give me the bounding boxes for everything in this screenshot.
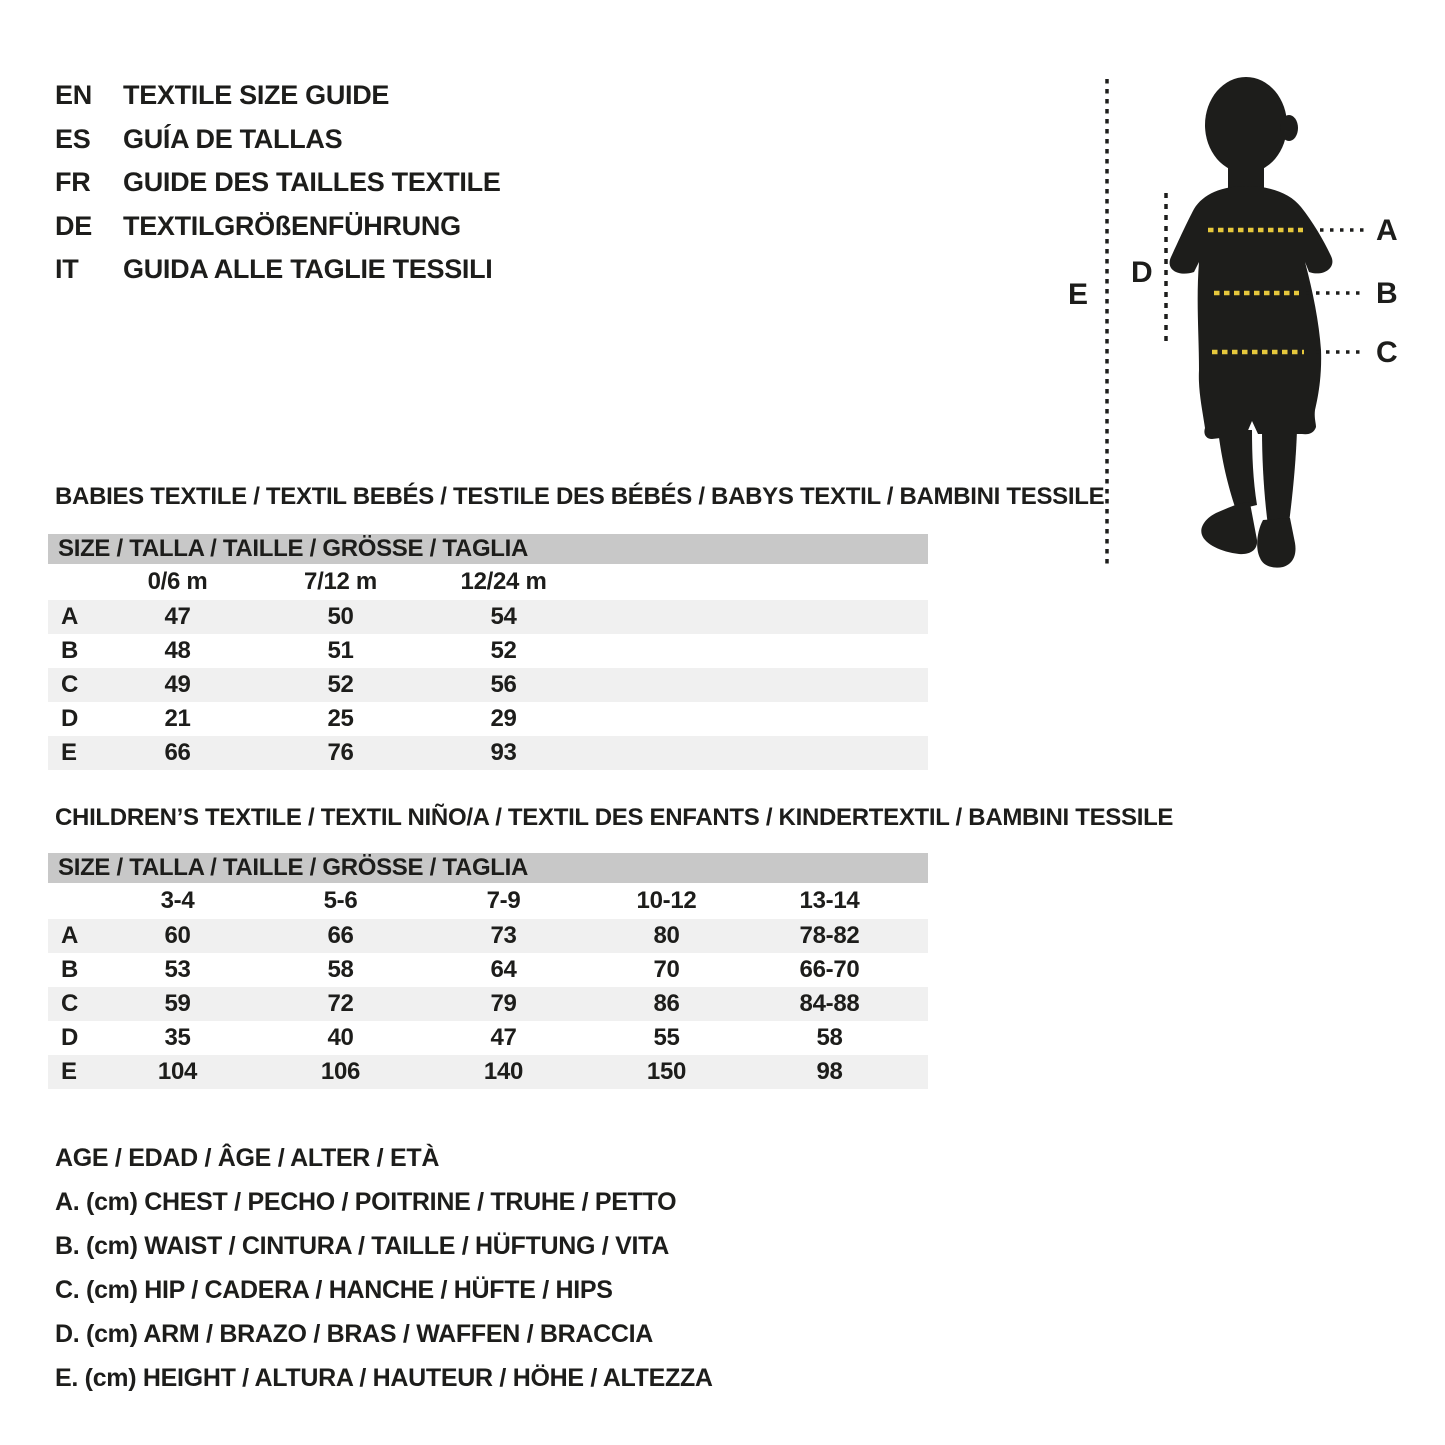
legend-line-age: AGE / EDAD / ÂGE / ALTER / ETÀ xyxy=(55,1143,440,1172)
cell: 48 xyxy=(164,637,191,664)
ear-shape xyxy=(1280,115,1298,141)
language-row-de xyxy=(55,205,501,249)
label-height-e: E xyxy=(1068,278,1088,311)
cell: 59 xyxy=(164,990,191,1017)
column-header: 5-6 xyxy=(323,887,358,914)
cell: 49 xyxy=(164,671,191,698)
cell: 60 xyxy=(164,922,191,949)
cell: 66 xyxy=(164,739,191,766)
cell: 53 xyxy=(164,956,191,983)
cell: 93 xyxy=(490,739,517,766)
cell: 106 xyxy=(320,1058,361,1085)
language-code: EN xyxy=(55,80,92,111)
cell: 52 xyxy=(327,671,354,698)
language-row-en xyxy=(55,74,501,118)
table-row xyxy=(48,1055,928,1089)
cell: 56 xyxy=(490,671,517,698)
babies-size-header-bar: SIZE / TALLA / TAILLE / GRÖSSE / TAGLIA xyxy=(48,534,928,564)
cell: 54 xyxy=(490,603,517,630)
table-row xyxy=(48,1021,928,1055)
cell: 47 xyxy=(164,603,191,630)
cell: 40 xyxy=(327,1024,354,1051)
table-row xyxy=(48,668,928,702)
row-label: A xyxy=(61,603,79,630)
label-hip-c: C xyxy=(1376,336,1398,369)
row-label: B xyxy=(61,637,79,664)
left-shoe-shape xyxy=(1201,503,1257,554)
language-code: IT xyxy=(55,254,79,285)
column-header: 13-14 xyxy=(799,887,860,914)
cell: 66 xyxy=(327,922,354,949)
language-code: ES xyxy=(55,123,91,154)
row-label: E xyxy=(61,1058,77,1085)
row-label: E xyxy=(61,739,77,766)
legend-line-hip: C. (cm) HIP / CADERA / HANCHE / HÜFTE / HIPS xyxy=(55,1275,613,1304)
column-header: 0/6 m xyxy=(147,568,208,595)
column-header: 12/24 m xyxy=(460,568,547,595)
cell: 58 xyxy=(816,1024,843,1051)
cell: 58 xyxy=(327,956,354,983)
label-chest-a: A xyxy=(1376,214,1398,247)
cell: 86 xyxy=(653,990,680,1017)
row-label: C xyxy=(61,990,79,1017)
left-leg-shape xyxy=(1218,430,1257,510)
page-title-es: GUÍA DE TALLAS xyxy=(123,123,343,154)
label-arm-d: D xyxy=(1131,256,1153,289)
table-row xyxy=(48,987,928,1021)
cell: 66-70 xyxy=(799,956,860,983)
language-title-block xyxy=(55,74,501,292)
cell: 78-82 xyxy=(799,922,860,949)
language-row-es xyxy=(55,118,501,162)
cell: 35 xyxy=(164,1024,191,1051)
language-code: DE xyxy=(55,210,92,241)
cell: 84-88 xyxy=(799,990,860,1017)
children-size-table xyxy=(48,853,928,1089)
cell: 50 xyxy=(327,603,354,630)
cell: 51 xyxy=(327,637,354,664)
legend-line-height: E. (cm) HEIGHT / ALTURA / HAUTEUR / HÖHE / ALTEZZA xyxy=(55,1363,713,1392)
language-row-it xyxy=(55,248,501,292)
babies-column-header-row xyxy=(48,564,928,600)
language-row-fr xyxy=(55,161,501,205)
cell: 52 xyxy=(490,637,517,664)
cell: 98 xyxy=(816,1058,843,1085)
page-title-fr: GUIDE DES TAILLES TEXTILE xyxy=(123,167,501,198)
column-header: 3-4 xyxy=(160,887,195,914)
language-code: FR xyxy=(55,167,91,198)
cell: 25 xyxy=(327,705,354,732)
cell: 150 xyxy=(646,1058,687,1085)
shirt-and-shorts-shape xyxy=(1170,186,1333,439)
page-title-it: GUIDA ALLE TAGLIE TESSILI xyxy=(123,254,493,285)
babies-size-table xyxy=(48,534,928,770)
measurement-legend xyxy=(55,1136,713,1400)
cell: 21 xyxy=(164,705,191,732)
cell: 70 xyxy=(653,956,680,983)
legend-line-waist: B. (cm) WAIST / CINTURA / TAILLE / HÜFTUNG / VITA xyxy=(55,1231,669,1260)
cell: 55 xyxy=(653,1024,680,1051)
legend-line-chest: A. (cm) CHEST / PECHO / POITRINE / TRUHE / PETTO xyxy=(55,1187,677,1216)
row-label: D xyxy=(61,705,79,732)
child-silhouette-figure xyxy=(1040,60,1420,600)
cell: 72 xyxy=(327,990,354,1017)
legend-line-arm: D. (cm) ARM / BRAZO / BRAS / WAFFEN / BRACCIA xyxy=(55,1319,654,1348)
table-row xyxy=(48,634,928,668)
column-header: 7/12 m xyxy=(304,568,377,595)
cell: 73 xyxy=(490,922,517,949)
cell: 64 xyxy=(490,956,517,983)
cell: 104 xyxy=(157,1058,198,1085)
children-size-header-bar: SIZE / TALLA / TAILLE / GRÖSSE / TAGLIA xyxy=(48,853,928,883)
row-label: B xyxy=(61,956,79,983)
cell: 76 xyxy=(327,739,354,766)
table-row xyxy=(48,953,928,987)
cell: 140 xyxy=(483,1058,524,1085)
row-label: C xyxy=(61,671,79,698)
right-shoe-shape xyxy=(1257,518,1295,568)
babies-section-title: BABIES TEXTILE / TEXTIL BEBÉS / TESTILE DES BÉBÉS / BABYS TEXTIL / BAMBINI TESSILE xyxy=(55,483,1105,510)
cell: 80 xyxy=(653,922,680,949)
label-waist-b: B xyxy=(1376,277,1398,310)
cell: 79 xyxy=(490,990,517,1017)
children-column-header-row xyxy=(48,883,928,919)
row-label: D xyxy=(61,1024,79,1051)
cell: 29 xyxy=(490,705,517,732)
table-row xyxy=(48,600,928,634)
column-header: 7-9 xyxy=(486,887,521,914)
table-row xyxy=(48,736,928,770)
cell: 47 xyxy=(490,1024,517,1051)
child-silhouette xyxy=(1170,77,1333,568)
table-row xyxy=(48,919,928,953)
children-section-title: CHILDREN’S TEXTILE / TEXTIL NIÑO/A / TEXTIL DES ENFANTS / KINDERTEXTIL / BAMBINI TESSILE xyxy=(55,804,1174,831)
table-row xyxy=(48,702,928,736)
column-header: 10-12 xyxy=(636,887,697,914)
row-label: A xyxy=(61,922,79,949)
page-title-en: TEXTILE SIZE GUIDE xyxy=(123,80,390,111)
right-leg-shape xyxy=(1262,430,1297,526)
page-title-de: TEXTILGRÖßENFÜHRUNG xyxy=(123,210,461,241)
